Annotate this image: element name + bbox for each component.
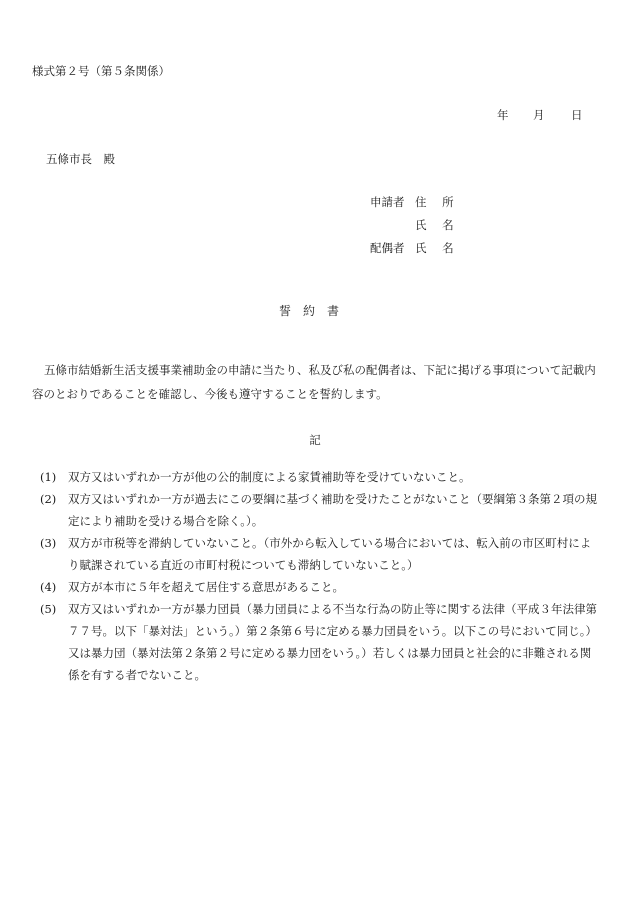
pledge-item-4 <box>40 576 600 598</box>
pledge-item-1 <box>40 466 600 488</box>
date-year: 年 <box>497 108 509 122</box>
item-number: (4) <box>40 580 57 594</box>
pledge-items <box>40 466 600 686</box>
item-text: 双方又はいずれか一方が過去にこの要綱に基づく補助を受けたことがないこと（要綱第３条第２項の規定により補助を受ける場合を除く。）。 <box>68 492 597 528</box>
item-number: (2) <box>40 492 57 506</box>
applicant-role: 申請者 <box>370 195 405 209</box>
pledge-item-3 <box>40 532 600 576</box>
pledge-item-5 <box>40 598 600 686</box>
document-title: 誓約書 <box>278 304 351 318</box>
addressee: 五條市長 殿 <box>46 152 115 166</box>
item-text: 双方又はいずれか一方が他の公的制度による家賃補助等を受けていないこと。 <box>68 470 471 484</box>
applicant-name-row <box>370 217 460 233</box>
spouse-role: 配偶者 <box>370 241 405 255</box>
applicant-address-label: 住 所 <box>415 195 460 209</box>
applicant-address-row <box>370 194 460 210</box>
form-number: 様式第２号（第５条関係） <box>32 64 170 78</box>
applicant-name-label: 氏 名 <box>415 218 460 232</box>
item-text: 双方が本市に５年を超えて居住する意思があること。 <box>68 580 344 594</box>
spouse-name-label: 氏 名 <box>415 241 460 255</box>
date-line <box>497 107 583 123</box>
item-text: 双方が市税等を滞納していないこと。（市外から転入している場合においては、転入前の市区町村により賦課されている直近の市町村税についても滞納していないこと。） <box>68 536 592 572</box>
date-month: 月 <box>533 108 545 122</box>
pledge-body: 五條市結婚新生活支援事業補助金の申請に当たり、私及び私の配偶者は、下記に掲げる事項について記載内容のとおりであることを確認し、今後も遵守することを誓約します。 <box>32 363 596 401</box>
item-number: (5) <box>40 602 57 616</box>
item-number: (3) <box>40 536 57 550</box>
date-day: 日 <box>571 108 583 122</box>
ki-heading: 記 <box>309 433 321 447</box>
item-text: 双方又はいずれか一方が暴力団員（暴力団員による不当な行為の防止等に関する法律（平成３年法律第７７号。以下「暴対法」という。）第２条第６号に定める暴力団員をいう。以下この号において同じ。）又は暴力団（暴対法第２条第２号に定める暴力団をいう。）若しくは暴力団員と社会的に非難される関係を有する者でないこと。 <box>68 602 597 682</box>
pledge-item-2 <box>40 488 600 532</box>
item-number: (1) <box>40 470 57 484</box>
spouse-name-row <box>370 240 460 256</box>
